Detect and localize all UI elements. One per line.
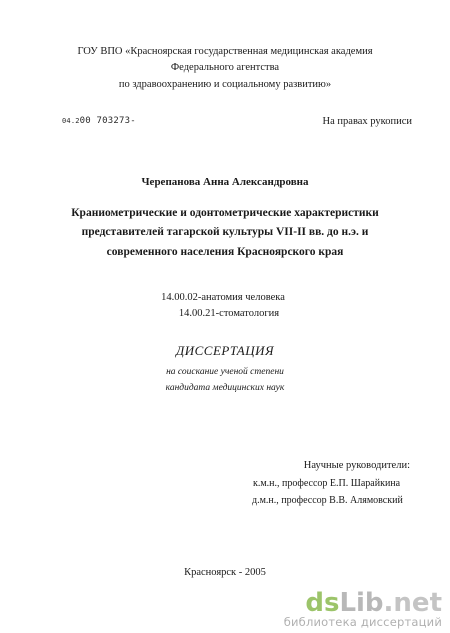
watermark-subtitle: библиотека диссертаций [283, 615, 442, 629]
thesis-title-line-1: Краниометрические и одонтометрические характеристики [71, 207, 379, 219]
manuscript-rights: На правах рукописи [322, 116, 412, 127]
logo-ds: ds [305, 588, 340, 618]
thesis-title-line-3: современного населения Красноярского края [106, 246, 344, 258]
stamp-mark: - [130, 116, 136, 126]
stamp-number: 00 703273 [79, 116, 131, 126]
city-year: Красноярск - 2005 [184, 567, 266, 578]
degree-line-2: кандидата медицинских наук [165, 383, 285, 393]
registration-stamp [62, 116, 136, 126]
dslib-watermark [284, 590, 442, 629]
institution-line-3: по здравоохранению и социальному развитию» [118, 79, 332, 90]
dslib-logo [284, 590, 442, 616]
author-name: Черепанова Анна Александровна [141, 176, 309, 188]
institution-line-1: ГОУ ВПО «Красноярская государственная медицинская академия [77, 46, 373, 57]
logo-lib: Lib [339, 588, 384, 618]
thesis-title-line-2: представителей тагарской культуры VII-II вв. до н.э. и [81, 226, 369, 238]
institution-line-2: Федерального агентства [170, 62, 280, 73]
logo-net: .net [383, 588, 442, 618]
supervisors-heading: Научные руководители: [303, 460, 410, 471]
dissertation-label: ДИССЕРТАЦИЯ [175, 343, 275, 358]
stamp-prefix: 04.2 [62, 117, 80, 125]
supervisor-2: д.м.н., профессор В.В. Алямовский [252, 495, 403, 506]
supervisor-1: к.м.н., профессор Е.П. Шарайкина [253, 478, 401, 489]
specialty-1: 14.00.02-анатомия человека [161, 292, 285, 303]
degree-line-1: на соискание ученой степени [166, 367, 284, 377]
specialty-2: 14.00.21-стоматология [178, 308, 280, 319]
